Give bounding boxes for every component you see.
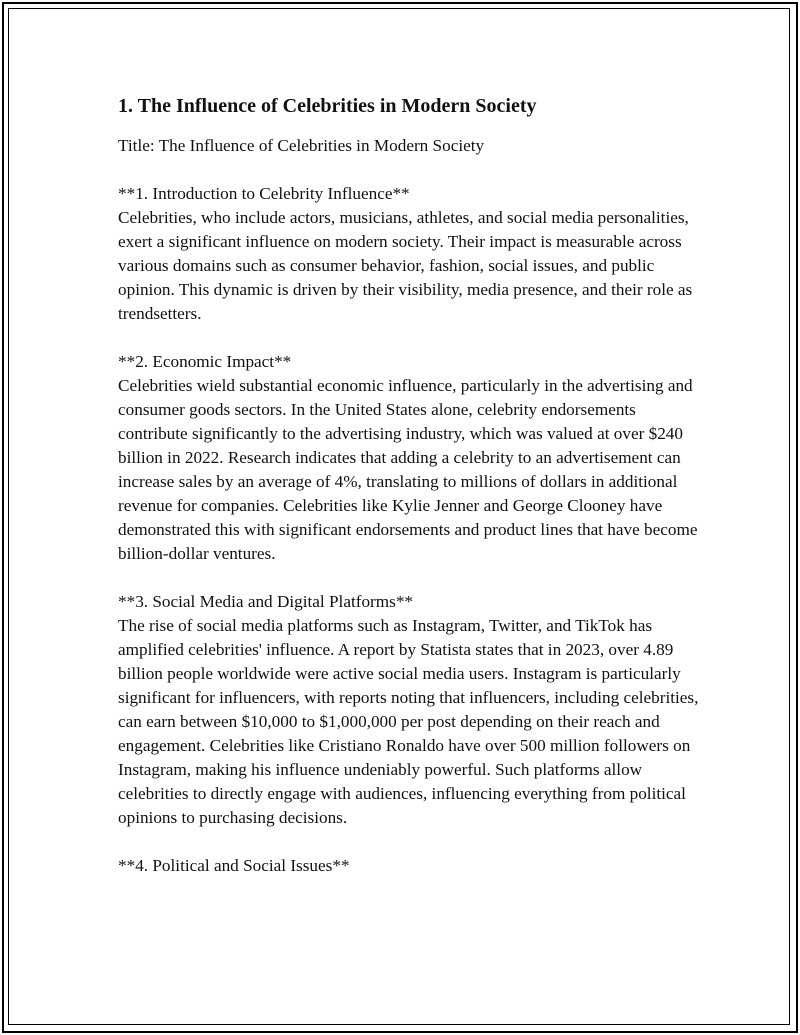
section-heading: **2. Economic Impact** xyxy=(118,352,292,371)
section-heading: **3. Social Media and Digital Platforms** xyxy=(118,592,414,611)
section-heading: **1. Introduction to Celebrity Influence** xyxy=(118,184,410,203)
document-body xyxy=(118,92,708,902)
section-paragraph: Celebrities, who include actors, musicians, athletes, and social media personalities, exert a significant influence on modern society. Their impact is measurable across various domains such as consumer behavior, fashion, social issues, and public opinion. This dynamic is driven by their visibility, media presence, and their role as trendsetters. xyxy=(118,208,693,323)
section-paragraph: The rise of social media platforms such as Instagram, Twitter, and TikTok has amplified celebrities' influence. A report by Statista states that in 2023, over 4.89 billion people worldwide were active social media users. Instagram is particularly significant for influencers, with reports noting that influencers, including celebrities, can earn between $10,000 to $1,000,000 per post depending on their reach and engagement. Celebrities like Cristiano Ronaldo have over 500 million followers on Instagram, making his influence undeniably powerful. Such platforms allow celebrities to directly engage with audiences, influencing everything from political opinions to purchasing decisions. xyxy=(118,616,699,827)
section-paragraph: Celebrities wield substantial economic influence, particularly in the advertising and consumer goods sectors. In the United States alone, celebrity endorsements contribute significantly to the advertising industry, which was valued at over $240 billion in 2022. Research indicates that adding a celebrity to an advertisement can increase sales by an average of 4%, translating to millions of dollars in additional revenue for companies. Celebrities like Kylie Jenner and George Clooney have demonstrated this with significant endorsements and product lines that have become billion-dollar ventures. xyxy=(118,376,698,563)
section-economic-impact xyxy=(118,350,708,566)
section-introduction xyxy=(118,182,708,326)
section-heading: **4. Political and Social Issues** xyxy=(118,856,350,875)
section-social-media xyxy=(118,590,708,830)
document-title-line: Title: The Influence of Celebrities in Modern Society xyxy=(118,136,485,155)
document-heading: 1. The Influence of Celebrities in Modern Society xyxy=(118,95,537,117)
section-political-social xyxy=(118,854,708,878)
